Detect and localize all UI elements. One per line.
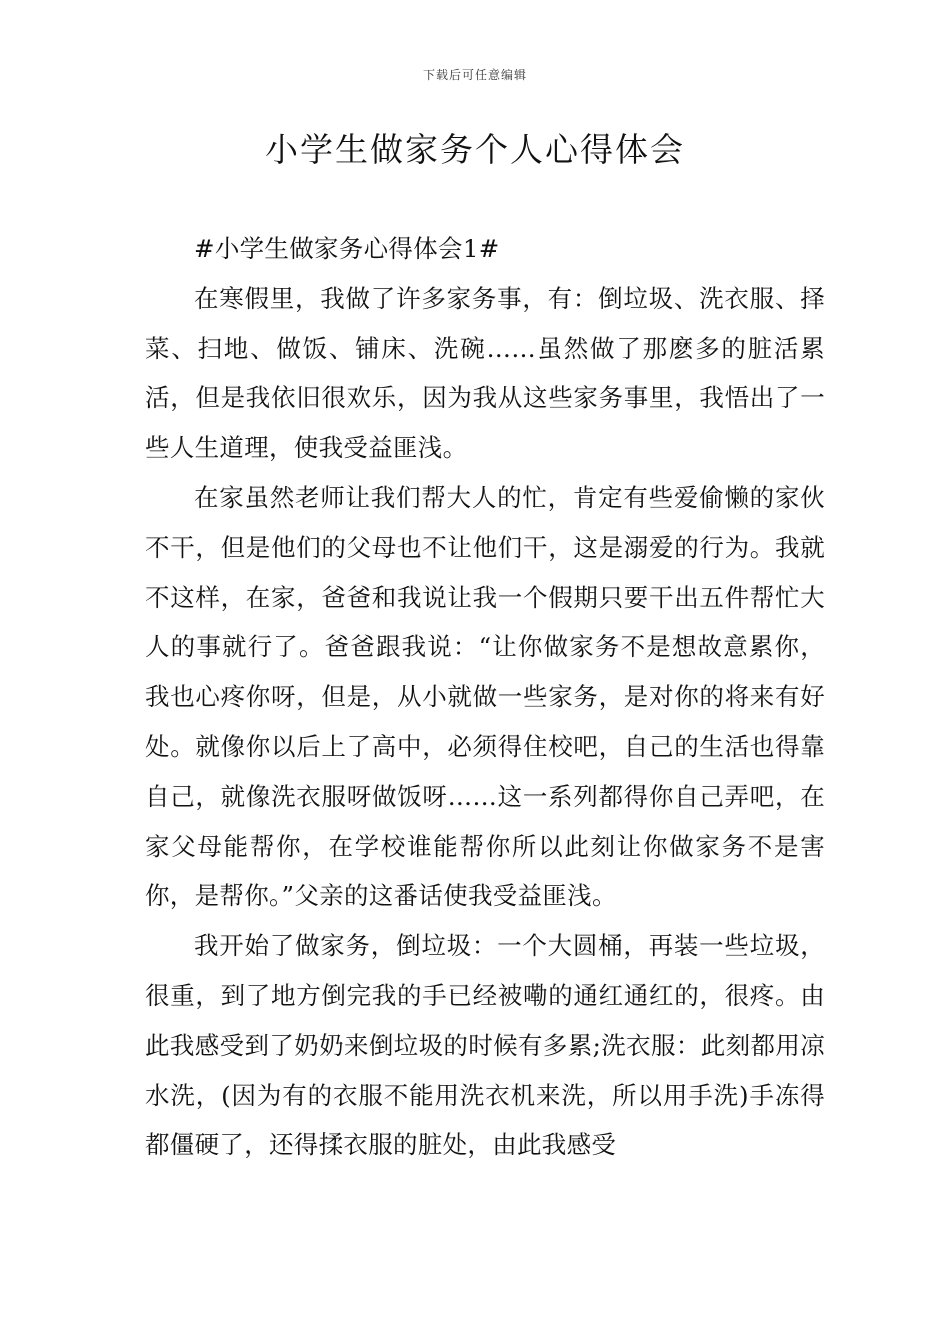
section-heading: #小学生做家务心得体会1#	[194, 234, 500, 263]
paragraph: 在寒假里，我做了许多家务事，有：倒垃圾、洗衣服、择菜、扫地、做饭、铺床、洗碗……虽然做了那麽多的脏活累活，但是我依旧很欢乐，因为我从这些家务事里，我悟出了一些人生道理，使我受益匪浅。	[145, 283, 825, 463]
paragraph: 我开始了做家务，倒垃圾：一个大圆桶，再装一些垃圾，很重，到了地方倒完我的手已经被嘞的通红通红的，很疼。由此我感受到了奶奶来倒垃圾的时候有多累;洗衣服：此刻都用凉水洗，(因为有的衣服不能用洗衣机来洗，所以用手洗)手冻得都僵硬了，还得揉衣服的脏处，由此我感受	[145, 931, 825, 1160]
document-title: 小学生做家务个人心得体会	[265, 130, 685, 169]
paragraph: 在家虽然老师让我们帮大人的忙，肯定有些爱偷懒的家伙不干，但是他们的父母也不让他们干，这是溺爱的行为。我就不这样，在家，爸爸和我说让我一个假期只要干出五件帮忙大人的事就行了。爸爸跟我说：“让你做家务不是想故意累你，我也心疼你呀，但是，从小就做一些家务，是对你的将来有好处。就像你以后上了高中，必须得住校吧，自己的生活也得靠自己，就像洗衣服呀做饭呀……这一系列都得你自己弄吧，在家父母能帮你，在学校谁能帮你所以此刻让你做家务不是害你，是帮你。”父亲的这番话使我受益匪浅。	[145, 482, 825, 911]
header-note: 下载后可任意编辑	[422, 68, 527, 82]
document-body	[145, 224, 825, 1170]
